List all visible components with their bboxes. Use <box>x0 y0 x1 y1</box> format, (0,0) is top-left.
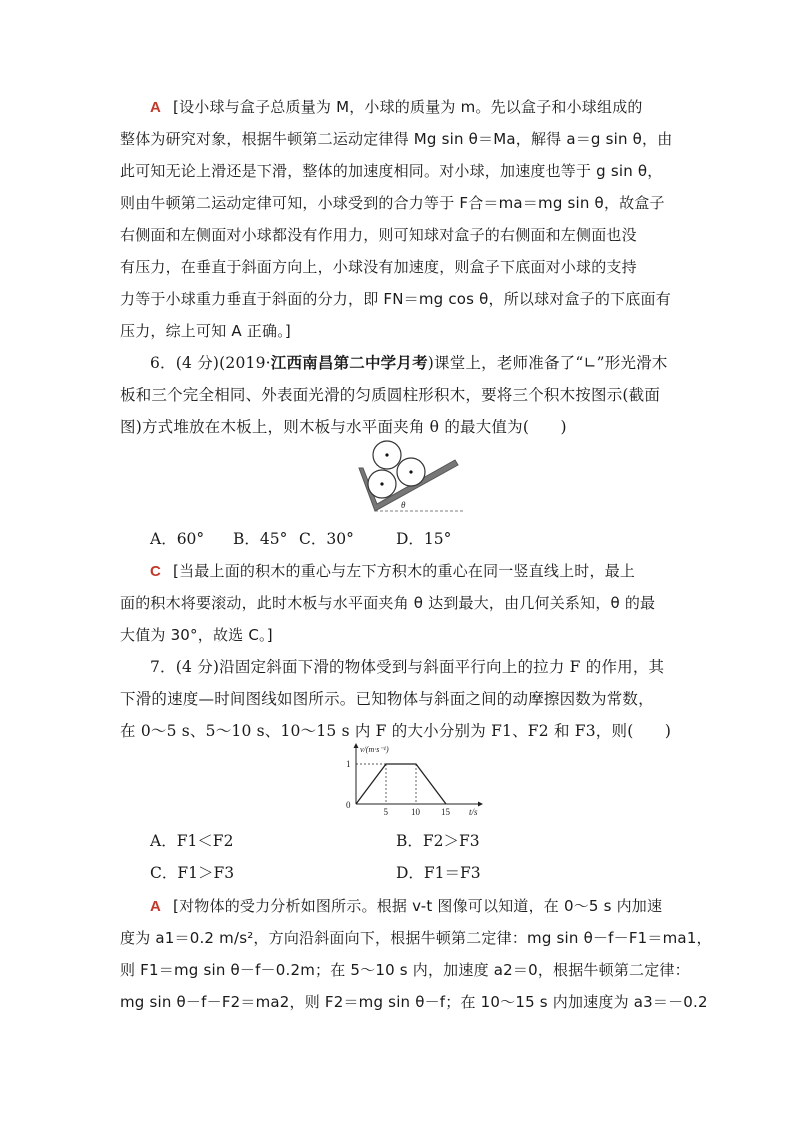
answer-6-line-3: 大值为 30°，故选 C。] <box>120 626 273 644</box>
y-axis-label: v/(m·s⁻¹) <box>360 745 389 754</box>
answer-7-line-1: A [对物体的受力分析如图所示。根据 v-t 图像可以知道，在 0～5 s 内加速 <box>150 897 663 915</box>
question-7-line-2: 下滑的速度—时间图线如图所示。已知物体与斜面之间的动摩擦因数为常数， <box>120 690 654 708</box>
q7-option-b[interactable]: B．F2＞F3 <box>396 832 480 850</box>
origin-label: 0 <box>346 800 351 810</box>
answer-prev-line-4: 则由牛顿第二运动定律可知，小球受到的合力等于 F合＝ma＝mg sin θ，故盒子 <box>120 194 665 212</box>
answer-7-line-2: 度为 a1＝0.2 m/s²，方向沿斜面向下，根据牛顿第二定律：mg sin θ－f－F1＝ma1， <box>120 929 712 947</box>
answer-6-line-2: 面的积木将要滚动，此时木板与水平面夹角 θ 达到最大，由几何关系知，θ 的最 <box>120 594 656 612</box>
answer-6-label: C <box>150 563 162 580</box>
answer-prev-line-2: 整体为研究对象，根据牛顿第二运动定律得 Mg sin θ＝Ma，解得 a＝g sin θ，由 <box>120 130 673 148</box>
answer-prev-line-6: 有压力，在垂直于斜面方向上，小球没有加速度，则盒子下底面对小球的支持 <box>120 258 637 276</box>
q7-option-a[interactable]: A．F1＜F2 <box>150 832 234 850</box>
answer-prev-line-3: 此可知无论上滑还是下滑，整体的加速度相同。对小球，加速度也等于 g sin θ， <box>120 162 663 180</box>
answer-prev-line-8: 压力，综上可知 A 正确。] <box>120 322 291 340</box>
answer-prev-line-5: 右侧面和左侧面对小球都没有作用力，则可知球对盒子的右侧面和左侧面也没 <box>120 226 637 244</box>
question-7-line-3: 在 0～5 s、5～10 s、10～15 s 内 F 的大小分别为 F1、F2 和 F3，则( ) <box>120 722 672 740</box>
q6-option-b[interactable]: B．45° <box>233 530 288 548</box>
answer-prev-label: A <box>150 99 162 116</box>
q7-option-c[interactable]: C．F1＞F3 <box>150 864 235 882</box>
question-6-line-2: 板和三个完全相同、外表面光滑的匀质圆柱形积木，要将三个积木按图示(截面 <box>120 386 661 404</box>
y-tick-label: 1 <box>346 759 351 769</box>
q6-option-d[interactable]: D．15° <box>396 530 452 548</box>
answer-prev-line-1: A [设小球与盒子总质量为 M，小球的质量为 m。先以盒子和小球组成的 <box>150 98 643 116</box>
answer-7-line-4: mg sin θ－f－F2＝ma2，则 F2＝mg sin θ－f；在 10～15 s 内加速度为 a3＝－0.2 <box>120 993 708 1011</box>
q6-option-a[interactable]: A．60° <box>150 530 205 548</box>
x-axis-label: t/s <box>469 807 478 817</box>
answer-7-label: A <box>150 898 162 915</box>
x-tick-label: 5 <box>383 807 388 817</box>
answer-prev-line-7: 力等于小球重力垂直于斜面的分力，即 FN＝mg cos θ，所以球对盒子的下底面有 <box>120 290 671 308</box>
answer-6-line-1: C [当最上面的积木的重心与左下方积木的重心在同一竖直线上时，最上 <box>150 562 636 580</box>
x-tick-label: 15 <box>441 807 450 817</box>
answer-7-line-3: 则 F1＝mg sin θ－f－0.2m；在 5～10 s 内，加速度 a2＝0，根据牛顿第二定律： <box>120 961 690 979</box>
angle-theta-label: θ <box>401 500 406 510</box>
question-6-line-1: 6．(4 分)(2019·江西南昌第二中学月考)课堂上，老师准备了“∟”形光滑木 <box>150 353 668 372</box>
question-7-line-1: 7．(4 分)沿固定斜面下滑的物体受到与斜面平行向上的拉力 F 的作用，其 <box>150 658 665 676</box>
q7-option-d[interactable]: D．F1＝F3 <box>396 864 481 882</box>
question-6-line-3: 图)方式堆放在木板上，则木板与水平面夹角 θ 的最大值为( ) <box>120 418 567 436</box>
cylinders-figure <box>355 438 470 518</box>
series-v-line <box>356 764 446 804</box>
x-tick-label: 10 <box>411 807 420 817</box>
question-6-source: 江西南昌第二中学月考 <box>270 353 428 372</box>
vt-chart <box>336 740 486 820</box>
q6-option-c[interactable]: C．30° <box>299 530 354 548</box>
